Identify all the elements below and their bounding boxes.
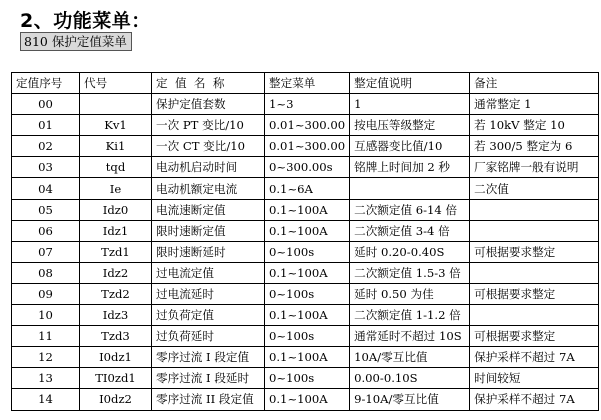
cell-description: 二次额定值 6-14 倍: [350, 199, 470, 220]
cell-code: TI0zd1: [80, 368, 152, 389]
cell-remarks: 保护采样不超过 7A: [470, 347, 599, 368]
cell-index: 01: [12, 115, 80, 136]
cell-name: 零序过流 I 段延时: [152, 368, 265, 389]
cell-range: 0.1~100A: [265, 220, 350, 241]
table-row: [12, 94, 599, 115]
cell-index: 10: [12, 305, 80, 326]
cell-name: 过负荷定值: [152, 305, 265, 326]
cell-code: Tzd3: [80, 326, 152, 347]
table-row: [12, 220, 599, 241]
cell-index: 13: [12, 368, 80, 389]
cell-name: 过电流延时: [152, 283, 265, 304]
cell-index: 02: [12, 136, 80, 157]
cell-code: tqd: [80, 157, 152, 178]
cell-description: 二次额定值 3-4 倍: [350, 220, 470, 241]
cell-remarks: 可根据要求整定: [470, 241, 599, 262]
cell-remarks: [470, 220, 599, 241]
col-header-description: 整定值说明: [350, 73, 470, 94]
cell-name: 限时速断延时: [152, 241, 265, 262]
table-row: [12, 157, 599, 178]
cell-name: 电动机启动时间: [152, 157, 265, 178]
cell-range: 0~100s: [265, 368, 350, 389]
cell-code: Ie: [80, 178, 152, 199]
table-header-row: [12, 73, 599, 94]
col-header-code: 代号: [80, 73, 152, 94]
cell-remarks: [470, 262, 599, 283]
cell-code: Kv1: [80, 115, 152, 136]
col-header-index: 定值序号: [12, 73, 80, 94]
cell-remarks: 时间较短: [470, 368, 599, 389]
cell-name: 过负荷延时: [152, 326, 265, 347]
cell-range: 0.1~100A: [265, 262, 350, 283]
cell-code: Tzd1: [80, 241, 152, 262]
cell-description: 10A/零互比值: [350, 347, 470, 368]
table-row: [12, 326, 599, 347]
cell-remarks: 可根据要求整定: [470, 283, 599, 304]
cell-name: 过电流定值: [152, 262, 265, 283]
cell-range: 0~100s: [265, 326, 350, 347]
cell-index: 06: [12, 220, 80, 241]
cell-name: 电动机额定电流: [152, 178, 265, 199]
cell-description: 二次额定值 1.5-3 倍: [350, 262, 470, 283]
cell-range: 1~3: [265, 94, 350, 115]
table-row: [12, 199, 599, 220]
cell-remarks: 通常整定 1: [470, 94, 599, 115]
cell-index: 11: [12, 326, 80, 347]
cell-remarks: 若 10kV 整定 10: [470, 115, 599, 136]
cell-index: 09: [12, 283, 80, 304]
table-row: [12, 347, 599, 368]
cell-index: 03: [12, 157, 80, 178]
cell-name: 一次 CT 变比/10: [152, 136, 265, 157]
table-row: [12, 178, 599, 199]
cell-code: Idz2: [80, 262, 152, 283]
cell-description: 二次额定值 1-1.2 倍: [350, 305, 470, 326]
cell-description: 按电压等级整定: [350, 115, 470, 136]
cell-name: 限时速断定值: [152, 220, 265, 241]
cell-remarks: 厂家铭牌一般有说明: [470, 157, 599, 178]
cell-range: 0.1~100A: [265, 199, 350, 220]
cell-description: 互感器变比值/10: [350, 136, 470, 157]
menu-title-box: 810 保护定值菜单: [20, 32, 132, 51]
cell-remarks: 保护采样不超过 7A: [470, 389, 599, 410]
cell-description: [350, 178, 470, 199]
section-heading: 2、功能菜单：: [20, 10, 151, 32]
table-row: [12, 136, 599, 157]
table-row: [12, 262, 599, 283]
cell-range: 0.01~300.00: [265, 136, 350, 157]
cell-name: 保护定值套数: [152, 94, 265, 115]
cell-description: 铭牌上时间加 2 秒: [350, 157, 470, 178]
cell-index: 12: [12, 347, 80, 368]
cell-description: 0.00-0.10S: [350, 368, 470, 389]
cell-code: Idz3: [80, 305, 152, 326]
cell-code: Idz0: [80, 199, 152, 220]
cell-range: 0~100s: [265, 241, 350, 262]
cell-remarks: 可根据要求整定: [470, 326, 599, 347]
cell-index: 05: [12, 199, 80, 220]
cell-range: 0~300.00s: [265, 157, 350, 178]
cell-range: 0.1~100A: [265, 305, 350, 326]
cell-name: 一次 PT 变比/10: [152, 115, 265, 136]
col-header-name: 定 值 名 称: [152, 73, 265, 94]
cell-name: 零序过流 I 段定值: [152, 347, 265, 368]
protection-settings-table: [11, 72, 599, 411]
cell-index: 08: [12, 262, 80, 283]
cell-range: 0~100s: [265, 283, 350, 304]
cell-remarks: 二次值: [470, 178, 599, 199]
cell-code: Idz1: [80, 220, 152, 241]
cell-index: 04: [12, 178, 80, 199]
cell-index: 07: [12, 241, 80, 262]
cell-remarks: 若 300/5 整定为 6: [470, 136, 599, 157]
table-row: [12, 389, 599, 410]
cell-code: Tzd2: [80, 283, 152, 304]
cell-remarks: [470, 199, 599, 220]
cell-code: [80, 94, 152, 115]
cell-description: 延时 0.20-0.40S: [350, 241, 470, 262]
cell-range: 0.1~6A: [265, 178, 350, 199]
col-header-remarks: 备注: [470, 73, 599, 94]
cell-description: 9-10A/零互比值: [350, 389, 470, 410]
table-row: [12, 241, 599, 262]
cell-index: 00: [12, 94, 80, 115]
cell-name: 零序过流 II 段定值: [152, 389, 265, 410]
cell-description: 通常延时不超过 10S: [350, 326, 470, 347]
cell-range: 0.01~300.00: [265, 115, 350, 136]
col-header-range: 整定菜单: [265, 73, 350, 94]
cell-code: I0dz1: [80, 347, 152, 368]
table-row: [12, 368, 599, 389]
table-row: [12, 283, 599, 304]
cell-remarks: [470, 305, 599, 326]
cell-description: 延时 0.50 为佳: [350, 283, 470, 304]
table-row: [12, 305, 599, 326]
cell-code: I0dz2: [80, 389, 152, 410]
table-row: [12, 115, 599, 136]
cell-code: Ki1: [80, 136, 152, 157]
cell-description: 1: [350, 94, 470, 115]
cell-name: 电流速断定值: [152, 199, 265, 220]
cell-range: 0.1~100A: [265, 389, 350, 410]
cell-index: 14: [12, 389, 80, 410]
cell-range: 0.1~100A: [265, 347, 350, 368]
